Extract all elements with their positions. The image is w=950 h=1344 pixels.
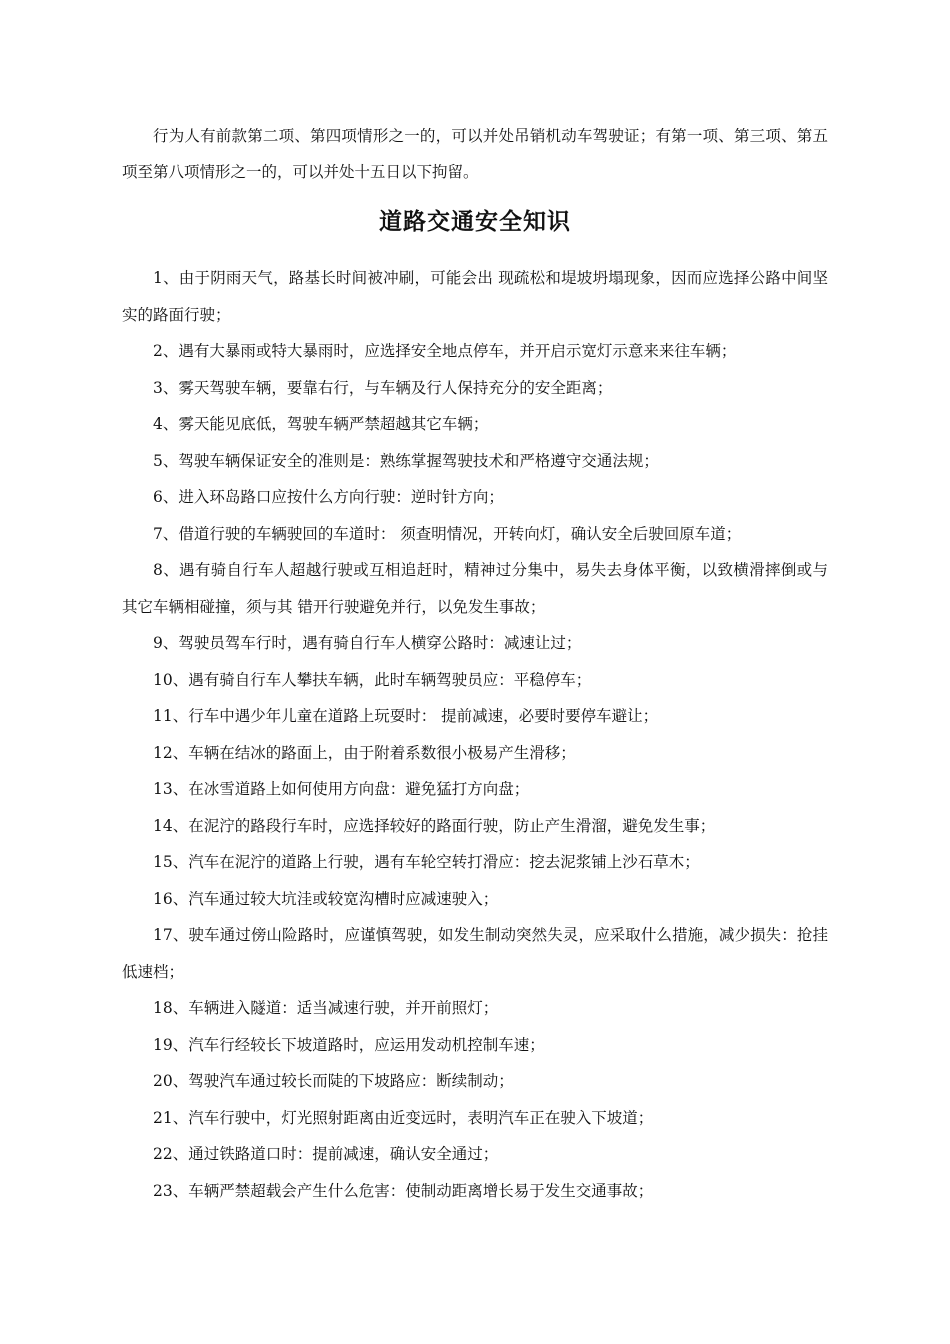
intro-paragraph: 行为人有前款第二项、第四项情形之一的，可以并处吊销机动车驾驶证；有第一项、第三项、第五项至第八项情形之一的，可以并处十五日以下拘留。 (122, 127, 828, 181)
list-item: 15、汽车在泥泞的道路上行驶，遇有车轮空转打滑应：挖去泥浆铺上沙石草木； (153, 853, 700, 871)
list-item: 23、车辆严禁超载会产生什么危害：使制动距离增长易于发生交通事故； (153, 1181, 654, 1200)
list-item: 16、汽车通过较大坑洼或较宽沟槽时应减速驶入； (153, 889, 499, 908)
list-item: 13、在冰雪道路上如何使用方向盘：避免猛打方向盘； (153, 780, 530, 798)
list-item: 7、借道行驶的车辆驶回的车道时： 须查明情况，开转向灯，确认安全后驶回原车道； (153, 524, 742, 543)
list-item: 9、驾驶员驾车行时，遇有骑自行车人横穿公路时：减速让过； (153, 634, 582, 652)
list-item: 18、车辆进入隧道：适当减速行驶，并开前照灯； (153, 999, 499, 1017)
list-item: 14、在泥泞的路段行车时，应选择较好的路面行驶，防止产生滑溜，避免发生事； (153, 816, 716, 835)
list-item: 21、汽车行驶中，灯光照射距离由近变远时，表明汽车正在驶入下坡道； (153, 1108, 654, 1127)
list-item: 6、进入环岛路口应按什么方向行驶：逆时针方向； (153, 488, 504, 506)
list-item: 17、驶车通过傍山险路时，应谨慎驾驶，如发生制动突然失灵，应采取什么措施，减少损失：抢挂低速档； (122, 926, 828, 981)
list-item: 4、雾天能见底低，驾驶车辆严禁超越其它车辆； (153, 415, 489, 433)
list-item: 3、雾天驾驶车辆，要靠右行，与车辆及行人保持充分的安全距离； (153, 378, 613, 397)
knowledge-list (122, 260, 828, 1209)
page-title: 道路交通安全知识 (379, 209, 571, 235)
list-item: 8、遇有骑自行车人超越行驶或互相追赶时，精神过分集中，易失去身体平衡，以致横滑摔倒或与其它车辆相碰撞，须与其 错开行驶避免并行，以免发生事故； (122, 561, 828, 616)
list-item: 22、通过铁路道口时：提前减速，确认安全通过； (153, 1145, 499, 1163)
list-item: 1、由于阴雨天气，路基长时间被冲刷，可能会出 现疏松和堤坡坍塌现象，因而应选择公路中间坚实的路面行驶； (122, 269, 828, 324)
list-item: 20、驾驶汽车通过较长而陡的下坡路应：断续制动； (153, 1072, 514, 1090)
list-item: 5、驾驶车辆保证安全的准则是：熟练掌握驾驶技术和严格遵守交通法规； (153, 451, 659, 470)
list-item: 10、遇有骑自行车人攀扶车辆，此时车辆驾驶员应：平稳停车； (153, 670, 592, 689)
list-item: 11、行车中遇少年儿童在道路上玩耍时： 提前减速，必要时要停车避让； (153, 707, 659, 725)
list-item: 2、遇有大暴雨或特大暴雨时，应选择安全地点停车，并开启示宽灯示意来来往车辆； (153, 342, 737, 360)
list-item: 12、车辆在结冰的路面上，由于附着系数很小极易产生滑移； (153, 743, 576, 762)
list-item: 19、汽车行经较长下坡道路时，应运用发动机控制车速； (153, 1035, 545, 1054)
